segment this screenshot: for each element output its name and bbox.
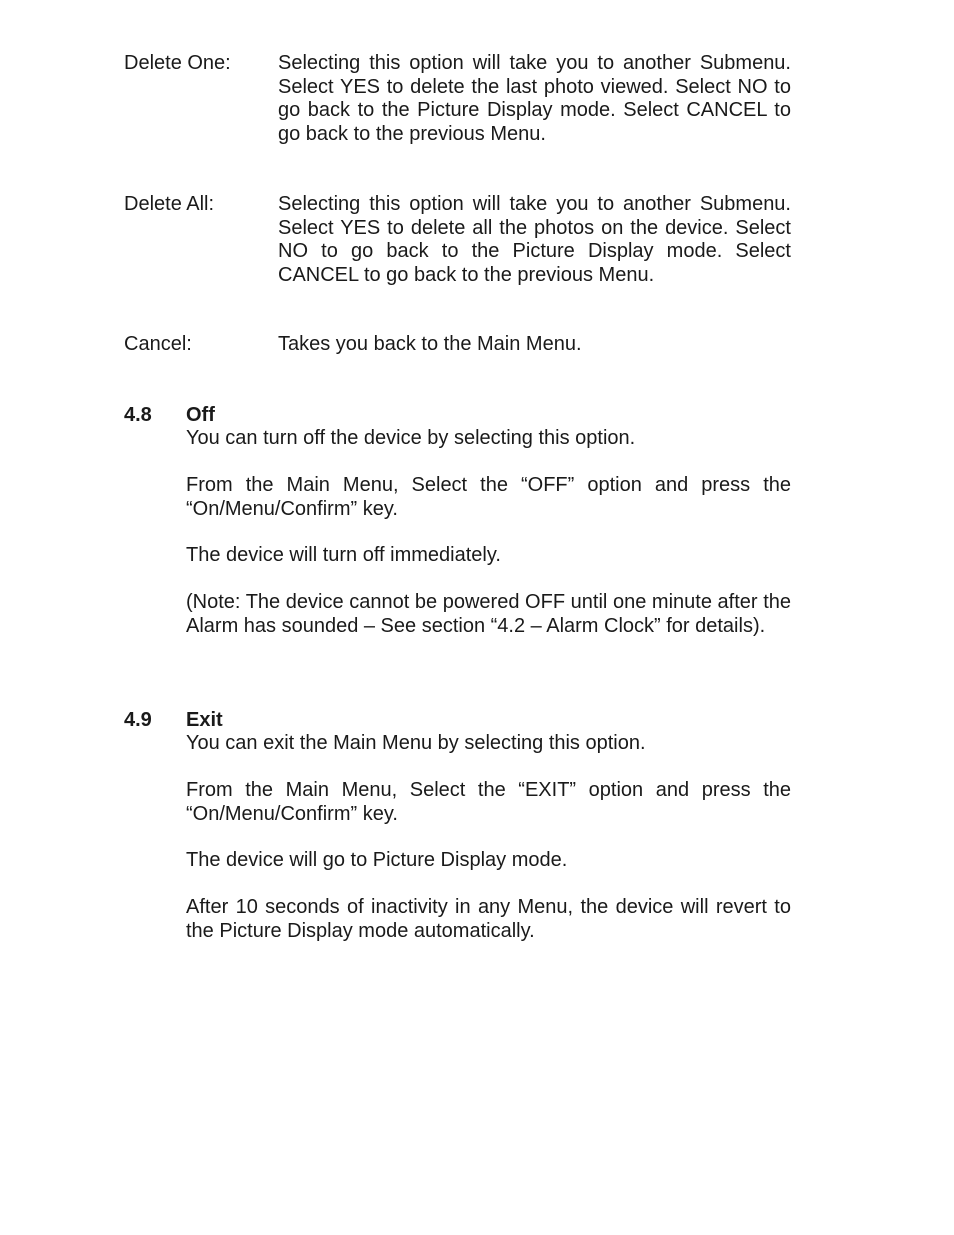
note-paragraph: (Note: The device cannot be powered OFF until one minute after the Alarm has sounded – See section “4.2 – Alarm Clock” for details). <box>186 591 791 637</box>
paragraph: You can exit the Main Menu by selecting this option. <box>186 732 646 754</box>
definition-description: Selecting this option will take you to another Submenu. Select YES to delete the last photo viewed. Select NO to go back to the Picture Display mode. Select CANCEL to go back to the previous Menu. <box>278 52 791 145</box>
paragraph: You can turn off the device by selecting this option. <box>186 427 636 449</box>
paragraph: From the Main Menu, Select the “OFF” option and press the “On/Menu/Confirm” key. <box>186 474 791 520</box>
paragraph: From the Main Menu, Select the “EXIT” option and press the “On/Menu/Confirm” key. <box>186 779 791 825</box>
section-title: Off <box>186 404 215 426</box>
section-number: 4.9 <box>124 709 152 731</box>
paragraph: The device will turn off immediately. <box>186 544 501 566</box>
definition-description: Selecting this option will take you to another Submenu. Select YES to delete all the photos on the device. Select NO to go back to the Picture Display mode. Select CANCEL to go back to the previous Menu. <box>278 193 791 286</box>
paragraph: The device will go to Picture Display mode. <box>186 849 568 871</box>
definition-description: Takes you back to the Main Menu. <box>278 333 582 355</box>
definition-term: Delete All: <box>124 193 215 215</box>
definition-term: Delete One: <box>124 52 231 74</box>
definition-term: Cancel: <box>124 333 192 355</box>
paragraph: After 10 seconds of inactivity in any Menu, the device will revert to the Picture Display mode automatically. <box>186 896 791 942</box>
section-title: Exit <box>186 709 223 731</box>
section-number: 4.8 <box>124 404 152 426</box>
